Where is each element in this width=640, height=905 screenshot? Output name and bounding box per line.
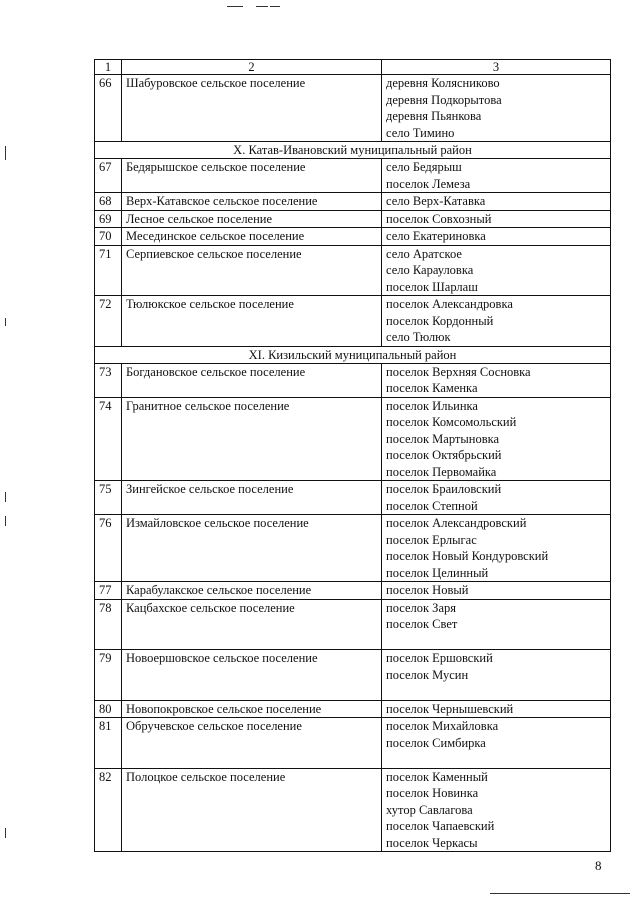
table-row bbox=[95, 228, 611, 246]
settlement-list bbox=[382, 768, 611, 852]
section-header-row bbox=[95, 142, 611, 159]
settlement-item: поселок Свет bbox=[386, 617, 458, 631]
settlement-item: поселок Мусин bbox=[386, 667, 469, 682]
settlement-name: Серпиевское сельское поселение bbox=[122, 245, 382, 296]
settlement-list bbox=[382, 700, 611, 718]
settlement-item: село Верх-Катавка bbox=[386, 194, 486, 208]
settlement-item: поселок Александровка bbox=[386, 297, 513, 311]
scan-artifact bbox=[5, 318, 6, 326]
table-row bbox=[95, 210, 611, 228]
section-title: X. Катав-Ивановский муниципальный район bbox=[95, 142, 611, 159]
settlement-name: Богдановское сельское поселение bbox=[122, 363, 382, 397]
blank-line bbox=[386, 633, 606, 650]
table-row bbox=[95, 599, 611, 650]
settlement-item: поселок Ершовский bbox=[386, 651, 493, 665]
settlement-item: поселок Симбирка bbox=[386, 735, 486, 750]
settlement-item: деревня Колясниково bbox=[386, 76, 500, 90]
settlement-item: поселок Верхняя Сосновка bbox=[386, 364, 531, 379]
settlement-list bbox=[382, 75, 611, 142]
settlement-list bbox=[382, 363, 611, 397]
settlement-item: поселок Мартыновка bbox=[386, 431, 500, 446]
settlement-item: поселок Заря bbox=[386, 600, 456, 615]
scan-artifact bbox=[270, 6, 280, 7]
table-row bbox=[95, 700, 611, 718]
blank-line bbox=[386, 751, 606, 768]
settlement-item: хутор Савлагова bbox=[386, 802, 473, 817]
row-number: 71 bbox=[95, 245, 122, 296]
settlement-item: поселок Каменный bbox=[386, 769, 488, 784]
settlement-name: Новоершовское сельское поселение bbox=[122, 650, 382, 701]
row-number: 66 bbox=[95, 75, 122, 142]
scan-artifact bbox=[5, 828, 6, 838]
settlement-name: Верх-Катавское сельское поселение bbox=[122, 193, 382, 211]
settlement-list bbox=[382, 245, 611, 296]
settlement-list bbox=[382, 159, 611, 193]
settlement-list bbox=[382, 582, 611, 600]
table-row bbox=[95, 296, 611, 347]
settlement-list bbox=[382, 397, 611, 481]
settlement-name: Новопокровское сельское поселение bbox=[122, 700, 382, 718]
settlement-item: поселок Михайловка bbox=[386, 719, 499, 733]
table-row bbox=[95, 397, 611, 481]
settlement-item: поселок Октябрьский bbox=[386, 448, 502, 462]
settlement-item: поселок Новый Кондуровский bbox=[386, 549, 549, 563]
settlement-item: село Екатериновка bbox=[386, 229, 486, 243]
table-row bbox=[95, 363, 611, 397]
table-row bbox=[95, 481, 611, 515]
scan-artifact bbox=[5, 492, 6, 502]
settlement-item: поселок Целинный bbox=[386, 565, 489, 580]
settlement-item: поселок Каменка bbox=[386, 381, 478, 395]
table-row bbox=[95, 650, 611, 701]
settlement-item: поселок Браиловский bbox=[386, 482, 502, 496]
row-number: 78 bbox=[95, 599, 122, 650]
header-col-2: 2 bbox=[122, 60, 382, 75]
row-number: 69 bbox=[95, 210, 122, 228]
table-row bbox=[95, 515, 611, 582]
row-number: 77 bbox=[95, 582, 122, 600]
settlement-list bbox=[382, 210, 611, 228]
settlement-name: Лесное сельское поселение bbox=[122, 210, 382, 228]
row-number: 70 bbox=[95, 228, 122, 246]
row-number: 72 bbox=[95, 296, 122, 347]
row-number: 75 bbox=[95, 481, 122, 515]
page-number: 8 bbox=[595, 858, 602, 873]
settlement-list bbox=[382, 296, 611, 347]
settlement-list bbox=[382, 193, 611, 211]
settlement-item: поселок Ильинка bbox=[386, 398, 478, 413]
section-header-row bbox=[95, 346, 611, 363]
settlement-item: поселок Шарлаш bbox=[386, 279, 478, 294]
settlements-table bbox=[94, 59, 611, 852]
row-number: 79 bbox=[95, 650, 122, 701]
row-number: 76 bbox=[95, 515, 122, 582]
scan-artifact bbox=[490, 893, 630, 894]
settlement-item: поселок Степной bbox=[386, 498, 478, 513]
settlement-item: поселок Новинка bbox=[386, 786, 479, 800]
row-number: 80 bbox=[95, 700, 122, 718]
settlement-item: поселок Черкасы bbox=[386, 835, 478, 850]
table-header-row bbox=[95, 60, 611, 75]
settlement-item: село Тюлюк bbox=[386, 330, 451, 344]
settlement-name: Шабуровское сельское поселение bbox=[122, 75, 382, 142]
header-col-1: 1 bbox=[95, 60, 122, 75]
settlement-name: Обручевское сельское поселение bbox=[122, 718, 382, 769]
settlement-item: село Тимино bbox=[386, 125, 455, 140]
settlement-list bbox=[382, 515, 611, 582]
settlement-item: поселок Кордонный bbox=[386, 313, 494, 328]
settlement-name: Карабулакское сельское поселение bbox=[122, 582, 382, 600]
table-row bbox=[95, 582, 611, 600]
settlement-list bbox=[382, 650, 611, 701]
settlements-table-body bbox=[95, 60, 611, 852]
settlement-item: поселок Совхозный bbox=[386, 211, 492, 226]
settlement-item: поселок Комсомольский bbox=[386, 415, 517, 429]
settlement-item: село Карауловка bbox=[386, 263, 474, 277]
settlement-list bbox=[382, 228, 611, 246]
row-number: 82 bbox=[95, 768, 122, 852]
settlement-name: Месединское сельское поселение bbox=[122, 228, 382, 246]
settlement-item: поселок Новый bbox=[386, 583, 469, 597]
scan-artifact bbox=[5, 516, 6, 526]
scan-artifact bbox=[256, 6, 268, 7]
settlement-name: Тюлюкское сельское поселение bbox=[122, 296, 382, 347]
table-row bbox=[95, 718, 611, 769]
settlement-item: поселок Чапаевский bbox=[386, 819, 495, 833]
table-row bbox=[95, 75, 611, 142]
settlement-list bbox=[382, 718, 611, 769]
settlement-item: село Бедярыш bbox=[386, 160, 462, 174]
section-title: XI. Кизильский муниципальный район bbox=[95, 346, 611, 363]
settlement-name: Измайловское сельское поселение bbox=[122, 515, 382, 582]
table-row bbox=[95, 159, 611, 193]
settlement-name: Гранитное сельское поселение bbox=[122, 397, 382, 481]
settlement-name: Полоцкое сельское поселение bbox=[122, 768, 382, 852]
table-row bbox=[95, 768, 611, 852]
row-number: 68 bbox=[95, 193, 122, 211]
table-row bbox=[95, 245, 611, 296]
settlement-item: поселок Лемеза bbox=[386, 176, 471, 191]
row-number: 81 bbox=[95, 718, 122, 769]
scan-artifact bbox=[227, 6, 243, 7]
row-number: 67 bbox=[95, 159, 122, 193]
table-row bbox=[95, 193, 611, 211]
blank-line bbox=[386, 683, 606, 700]
settlement-list bbox=[382, 599, 611, 650]
settlement-item: поселок Ерлыгас bbox=[386, 532, 477, 547]
settlement-item: деревня Подкорытова bbox=[386, 92, 502, 107]
settlement-item: поселок Первомайка bbox=[386, 464, 497, 479]
settlement-item: поселок Александровский bbox=[386, 516, 527, 530]
settlement-item: поселок Чернышевский bbox=[386, 701, 514, 716]
row-number: 74 bbox=[95, 397, 122, 481]
scan-artifact bbox=[5, 146, 6, 160]
settlement-item: село Аратское bbox=[386, 246, 462, 261]
row-number: 73 bbox=[95, 363, 122, 397]
settlement-list bbox=[382, 481, 611, 515]
settlement-name: Кацбахское сельское поселение bbox=[122, 599, 382, 650]
settlement-item: деревня Пьянкова bbox=[386, 109, 482, 123]
settlement-name: Бедярышское сельское поселение bbox=[122, 159, 382, 193]
settlement-name: Зингейское сельское поселение bbox=[122, 481, 382, 515]
header-col-3: 3 bbox=[382, 60, 611, 75]
